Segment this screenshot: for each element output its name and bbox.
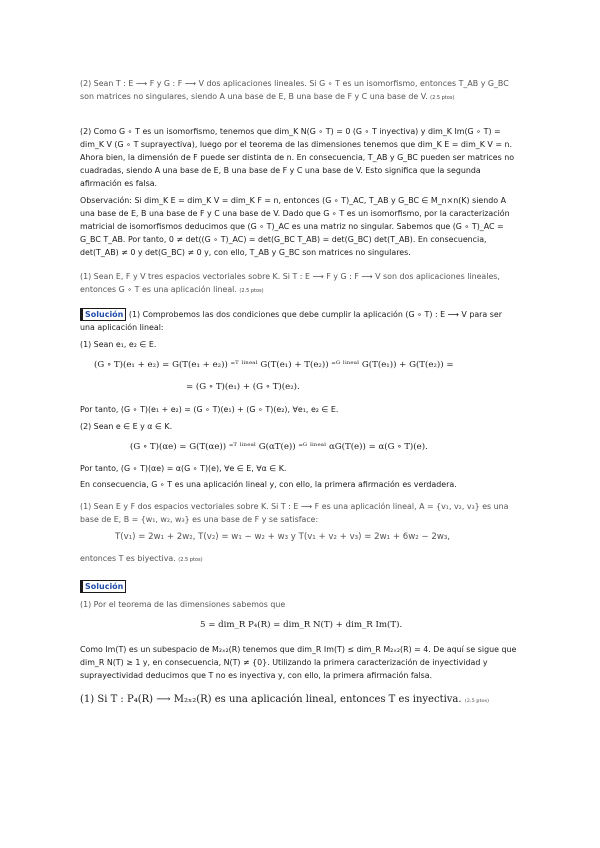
solution-intro-text: (1) Comprobemos las dos condiciones que debe cumplir la aplicación (G ∘ T) : E ⟶ V para ser una aplicación lineal: — [80, 310, 502, 332]
points-label: (2.5 ptos) — [464, 698, 489, 704]
additivity-conclusion: Por tanto, (G ∘ T)(e₁ + e₂) = (G ∘ T)(e₁) + (G ∘ T)(e₂), ∀e₁, e₂ ∈ E. — [80, 405, 339, 414]
statement-text: (1) Sean E, F y V tres espacios vectoriales sobre K. Si T : E ⟶ F y G : F ⟶ V son dos aplicaciones lineales, entonces G ∘ T es una aplicación lineal. — [80, 272, 500, 294]
statement-1-injective — [80, 693, 518, 708]
statement-1-bijective: (1) Sean E y F dos espacios vectoriales sobre K. Si T : E ⟶ F es una aplicación lineal, A = {v₁, v₂, v₃} es una base de E, B = {w₁, w₂, w₃} es una base de F y se satisface: — [80, 502, 509, 524]
equation-dimension: 5 = dim_R P₄(R) = dim_R N(T) + dim_R Im(T). — [200, 620, 403, 630]
points-label: (2.5 ptos) — [239, 288, 264, 294]
solution-2-label-row — [80, 580, 518, 594]
equation-additivity-cont: = (G ∘ T)(e₁) + (G ∘ T)(e₂). — [186, 382, 300, 392]
statement-2-isomorphism — [80, 77, 518, 105]
step-2-text: (2) Sean e ∈ E y α ∈ K. — [80, 422, 173, 431]
equation-images: T(v₁) = 2w₁ + 2w₂, T(v₂) = w₁ − w₂ + w₃ y T(v₁ + v₂ + v₃) = 2w₁ + 6w₂ − 2w₃, — [115, 532, 451, 542]
observation-paragraph: Observación: Si dim_K E = dim_K V = dim_K F = n, entonces (G ∘ T)_AC, T_AB y G_BC ∈ M_n×n(K) siendo A una base de E, B una base de F y C una base de V. Dado que G ∘ T es un isomorfismo, por la caracterización matricial de isomorfismos deducimos que (G ∘ T)_AC es una matriz no singular. Sabemos que (G ∘ T)_AC = G_BC T_AB. Por tanto, 0 ≠ det((G ∘ T)_AC) = det(G_BC T_AB) = det(G_BC) det(T_AB). En consecuencia, det(T_AB) ≠ 0 y det(G_BC) ≠ 0 y, con ello, T_AB y G_BC son matrices no singulares. — [80, 196, 510, 257]
equation-homogeneity: (G ∘ T)(αe) = G(T(αe)) ⁼ᵀ ˡⁱⁿᵉᵃˡ G(αT(e)) ⁼ᴳ ˡⁱⁿᵉᵃˡ αG(T(e)) = α(G ∘ T)(e). — [130, 442, 428, 452]
points-label: (2.5 ptos) — [430, 95, 455, 101]
conclusion-linear: En consecuencia, G ∘ T es una aplicación lineal y, con ello, la primera afirmación es verdadera. — [80, 480, 457, 489]
solution-label: Solución — [80, 308, 126, 321]
solution-label: Solución — [80, 580, 126, 593]
homogeneity-conclusion: Por tanto, (G ∘ T)(αe) = α(G ∘ T)(e), ∀e ∈ E, ∀α ∈ K. — [80, 464, 287, 473]
statement-text: (1) Si T : P₄(R) ⟶ M₂ₓ₂(R) es una aplicación lineal, entonces T es inyectiva. — [80, 694, 462, 705]
statement-1-composition — [80, 270, 518, 298]
statement-text: entonces T es biyectiva. — [80, 554, 176, 563]
injectivity-argument: Como Im(T) es un subespacio de M₂ₓ₂(R) tenemos que dim_R Im(T) ≤ dim_R M₂ₓ₂(R) = 4. De aquí se sigue que dim_R N(T) ≥ 1 y, en consecuencia, N(T) ≠ {0}. Utilizando la primera caracterización de inyectividad y suprayectividad deducimos que T no es inyectiva y, con ello, la primera afirmación falsa. — [80, 645, 517, 680]
equation-additivity: (G ∘ T)(e₁ + e₂) = G(T(e₁ + e₂)) ⁼ᵀ ˡⁱⁿᵉᵃˡ G(T(e₁) + T(e₂)) ⁼ᴳ ˡⁱⁿᵉᵃˡ G(T(e₁)) + G(T(e₂)) = — [94, 360, 454, 370]
points-label: (2.5 ptos) — [178, 557, 203, 563]
solution-1-intro — [80, 308, 518, 334]
solution-2-paragraph: (2) Como G ∘ T es un isomorfismo, tenemos que dim_K N(G ∘ T) = 0 (G ∘ T inyectiva) y dim_K Im(G ∘ T) = dim_K V (G ∘ T suprayectiva), luego por el teorema de las dimensiones tenemos que dim_K E = dim_K V = n. Ahora bien, la dimensión de F puede ser distinta de n. En consecuencia, T_AB y G_BC pueden ser matrices no cuadradas, siendo A una base de E, B una base de F y C una base de V. Esto significa que la segunda afirmación es falsa. — [80, 127, 515, 188]
statement-text: (2) Sean T : E ⟶ F y G : F ⟶ V dos aplicaciones lineales. Si G ∘ T es un isomorfismo, entonces T_AB y G_BC son matrices no singulares, siendo A una base de E, B una base de F y C una base de V. — [80, 79, 509, 101]
bijective-conclusion — [80, 552, 518, 567]
step-1-text: (1) Sean e₁, e₂ ∈ E. — [80, 340, 157, 349]
dimension-theorem-text: (1) Por el teorema de las dimensiones sabemos que — [80, 600, 286, 609]
